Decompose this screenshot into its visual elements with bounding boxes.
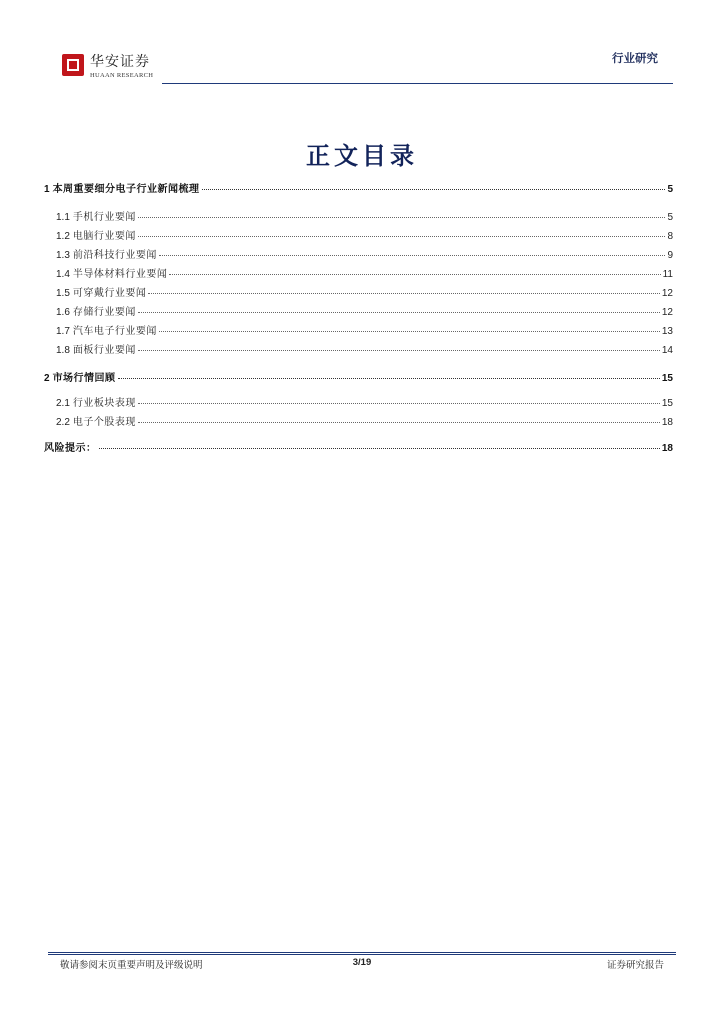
toc-entry[interactable] bbox=[44, 303, 673, 318]
toc-page: 12 bbox=[661, 288, 673, 299]
toc-entry[interactable] bbox=[44, 265, 673, 280]
toc-number: 2 bbox=[44, 373, 50, 384]
page-number: 3/19 bbox=[352, 957, 372, 968]
toc-text: 面板行业要闻 bbox=[72, 345, 136, 356]
footer-divider-secondary bbox=[48, 954, 676, 955]
toc-leader bbox=[169, 274, 660, 275]
footer-report-type: 证券研究报告 bbox=[606, 960, 664, 971]
toc-entry[interactable] bbox=[44, 180, 673, 195]
toc-entry[interactable] bbox=[44, 322, 673, 337]
toc-page: 13 bbox=[661, 326, 673, 337]
page-title: 正文目录 bbox=[306, 141, 418, 170]
toc-text: 电子个股表现 bbox=[72, 417, 136, 428]
toc-number: 1.5 bbox=[56, 288, 70, 299]
toc-leader bbox=[159, 331, 660, 332]
toc-number: 2.1 bbox=[56, 398, 70, 409]
footer-divider bbox=[48, 952, 676, 953]
toc-leader bbox=[138, 236, 666, 237]
toc-leader bbox=[138, 312, 660, 313]
toc-text: 电脑行业要闻 bbox=[72, 231, 136, 242]
logo-name-cn: 华安证券 bbox=[90, 54, 150, 70]
toc-page: 5 bbox=[667, 212, 673, 223]
toc-text: 半导体材料行业要闻 bbox=[72, 269, 168, 280]
toc-text: 可穿戴行业要闻 bbox=[72, 288, 147, 299]
toc-page: 15 bbox=[661, 373, 673, 384]
toc-text: 手机行业要闻 bbox=[72, 212, 136, 223]
toc-page: 18 bbox=[661, 443, 673, 454]
toc-page: 5 bbox=[667, 184, 673, 195]
toc-leader bbox=[159, 255, 666, 256]
company-logo bbox=[62, 54, 153, 79]
toc-leader bbox=[99, 448, 660, 449]
toc-entry[interactable] bbox=[44, 413, 673, 428]
toc-leader bbox=[138, 350, 660, 351]
toc-number: 2.2 bbox=[56, 417, 70, 428]
logo-name-en: HUAAN RESEARCH bbox=[90, 72, 154, 79]
toc-page: 12 bbox=[661, 307, 673, 318]
toc-text: 汽车电子行业要闻 bbox=[72, 326, 157, 337]
header-divider bbox=[162, 83, 673, 84]
toc-page: 9 bbox=[667, 250, 673, 261]
report-category: 行业研究 bbox=[612, 51, 658, 65]
toc-page: 14 bbox=[661, 345, 673, 356]
toc-number: 1.2 bbox=[56, 231, 70, 242]
toc-page: 18 bbox=[661, 417, 673, 428]
toc-number: 1.6 bbox=[56, 307, 70, 318]
toc-entry[interactable] bbox=[44, 369, 673, 384]
page-header bbox=[0, 0, 724, 90]
toc-text: 前沿科技行业要闻 bbox=[72, 250, 157, 261]
toc-leader bbox=[202, 189, 666, 190]
toc-entry[interactable] bbox=[44, 246, 673, 261]
toc-number: 1 bbox=[44, 184, 50, 195]
toc-text: 行业板块表现 bbox=[72, 398, 136, 409]
toc-leader bbox=[138, 217, 666, 218]
toc-number: 1.3 bbox=[56, 250, 70, 261]
footer-disclaimer: 敬请参阅末页重要声明及评级说明 bbox=[60, 960, 203, 971]
toc-page: 15 bbox=[661, 398, 673, 409]
toc-leader bbox=[138, 403, 660, 404]
toc-entry[interactable] bbox=[44, 284, 673, 299]
toc-leader bbox=[148, 293, 659, 294]
toc-leader bbox=[118, 378, 660, 379]
toc-text: 市场行情回顾 bbox=[52, 373, 116, 384]
toc-leader bbox=[138, 422, 660, 423]
toc-entry[interactable] bbox=[44, 208, 673, 223]
toc-number: 1.1 bbox=[56, 212, 70, 223]
toc-page: 11 bbox=[662, 269, 673, 280]
toc-entry[interactable] bbox=[44, 227, 673, 242]
toc-entry[interactable] bbox=[44, 394, 673, 409]
toc-number: 1.8 bbox=[56, 345, 70, 356]
toc-entry[interactable] bbox=[44, 439, 673, 454]
toc-text: 存储行业要闻 bbox=[72, 307, 136, 318]
toc-text: 本周重要细分电子行业新闻梳理 bbox=[52, 184, 200, 195]
toc-number: 1.4 bbox=[56, 269, 70, 280]
toc-page: 8 bbox=[667, 231, 673, 242]
toc-number: 1.7 bbox=[56, 326, 70, 337]
logo-seal-icon bbox=[62, 54, 84, 76]
toc-text: 风险提示： bbox=[44, 443, 97, 454]
toc-entry[interactable] bbox=[44, 341, 673, 356]
